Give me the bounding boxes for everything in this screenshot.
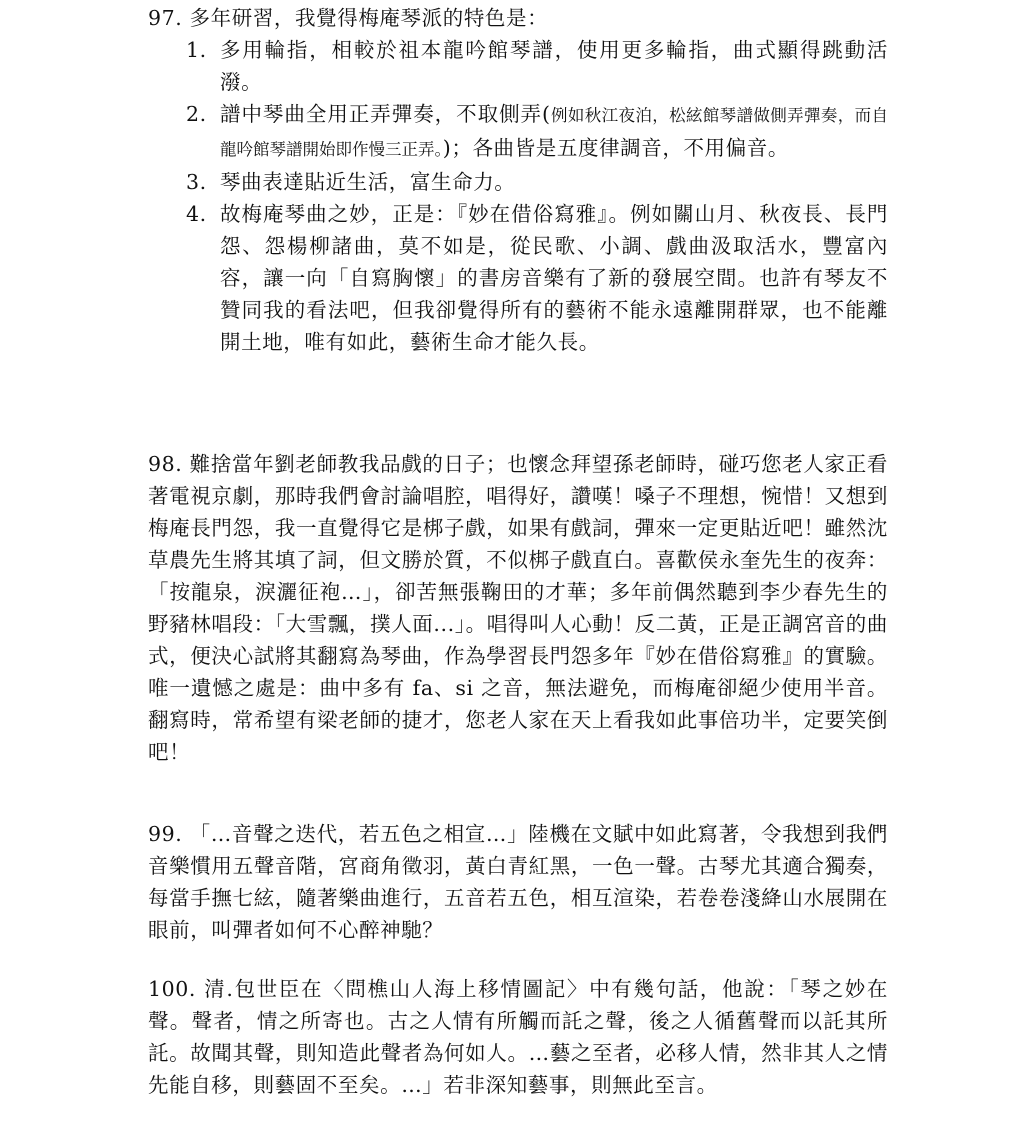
list-item-text-cont: )；各曲皆是五度律調音，不用偏音。 [442,136,789,160]
item-97-intro-text: 多年研習，我覺得梅庵琴派的特色是： [189,6,549,30]
list-item-number: 1. [186,38,207,62]
list-item-text-cont: 。例如關山月、秋夜長、長門怨、怨楊柳諸曲，莫不如是，從民歌、小調、戲曲汲取活水，豐富內容，讓一向「自寫胸懷」的書房音樂有了新的發展空間。也許有琴友不贊同我的看法吧，但我卻覺得所有的藝術不能永遠離開群眾，也不能離開土地，唯有如此，藝術生命才能久長。 [220,202,888,354]
item-100-paragraph [148,973,888,1101]
list-item-text: 譜中琴曲全用正弄彈奏，不取側弄( [220,102,551,126]
item-97-intro [148,2,548,34]
item-100-number: 100. [148,977,197,1001]
item-99-text: 「…音聲之迭代，若五色之相宣…」陸機在文賦中如此寫著，令我想到我們音樂慣用五聲音階，宮商角徵羽，黃白青紅黑，一色一聲。古琴尤其適合獨奏，每當手撫七絃，隨著樂曲進行，五音若五色，相互渲染，若卷卷淺絳山水展開在眼前，叫彈者如何不心醉神馳？ [148,822,888,942]
list-item-highlight: 『妙在借俗寫雅』 [456,202,609,226]
list-item-number: 2. [186,102,207,126]
item-99-paragraph [148,818,888,946]
list-item [148,198,888,358]
item-97-list [148,34,888,358]
list-item-text: 琴曲表達貼近生活，富生命力。 [220,170,516,194]
list-item-number: 3. [186,170,207,194]
item-99-number: 99. [148,822,183,846]
list-item [148,34,888,98]
list-item-text: 故梅庵琴曲之妙，正是： [220,202,457,226]
item-98-number: 98. [148,452,183,476]
item-97-number: 97. [148,6,183,30]
list-item-text: 多用輪指，相較於祖本龍吟館琴譜，使用更多輪指，曲式顯得跳動活潑。 [220,38,888,94]
item-100-text: 清.包世臣在〈問樵山人海上移情圖記〉中有幾句話，他說：「琴之妙在聲。聲者，情之所寄也。古之人情有所觸而託之聲，後之人循舊聲而以託其所託。故聞其聲，則知造此聲者為何如人。…藝之至者，必移人情，然非其人之情先能自移，則藝固不至矣。…」若非深知藝事，則無此至言。 [148,977,888,1097]
list-item-number: 4. [186,202,207,226]
list-item [148,98,888,166]
list-item-note: 例如秋江夜泊，松絃館琴譜做側弄彈奏，而自龍吟館琴譜開始即作慢三正弄。 [220,106,888,159]
item-98-paragraph [148,448,888,768]
list-item [148,166,888,198]
item-98-text: 難捨當年劉老師教我品戲的日子；也懷念拜望孫老師時，碰巧您老人家正看著電視京劇，那時我們會討論唱腔，唱得好，讚嘆！嗓子不理想，惋惜！又想到梅庵長門怨，我一直覺得它是梆子戲，如果有戲詞，彈來一定更貼近吧！雖然沈草農先生將其填了詞，但文勝於質，不似梆子戲直白。喜歡侯永奎先生的夜奔：「按龍泉，淚灑征袍…」，卻苦無張鞠田的才華；多年前偶然聽到李少春先生的野豬林唱段：「大雪飄，撲人面...」。唱得叫人心動！反二黃，正是正調宮音的曲式，便決心試將其翻寫為琴曲，作為學習長門怨多年『妙在借俗寫雅』的實驗。唯一遺憾之處是：曲中多有 fa、si 之音，無法避免，而梅庵卻絕少使用半音。翻寫時，常希望有梁老師的捷才，您老人家在天上看我如此事倍功半，定要笑倒吧！ [148,452,888,764]
